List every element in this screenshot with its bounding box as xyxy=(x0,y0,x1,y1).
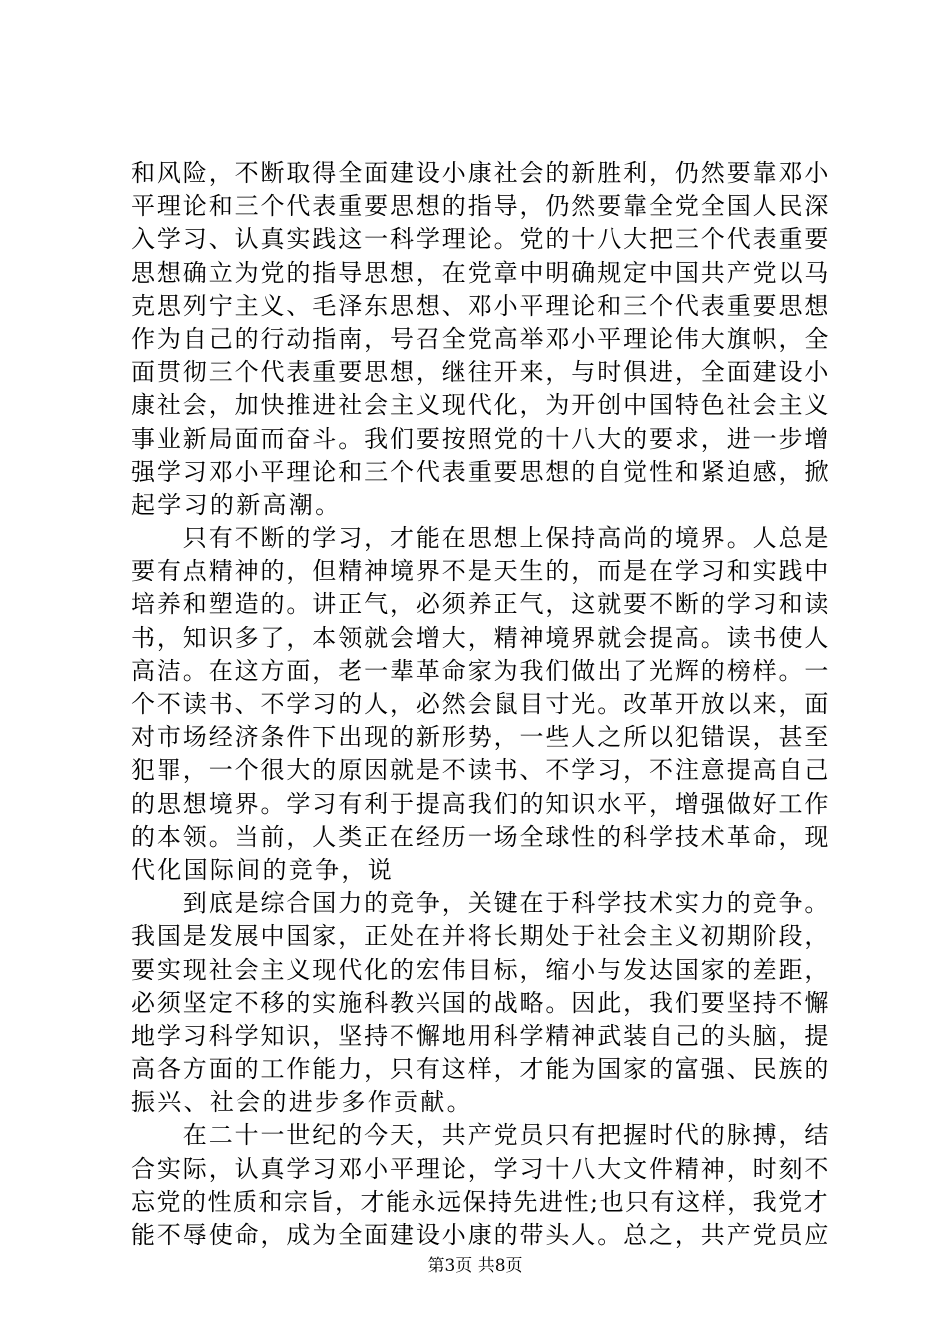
text-line: 高各方面的工作能力，只有这样，才能为国家的富强、民族的 xyxy=(131,1055,831,1084)
text-line: 地学习科学知识，坚持不懈地用科学精神武装自己的头脑，提 xyxy=(131,1021,831,1050)
text-line: 振兴、社会的进步多作贡献。 xyxy=(131,1088,473,1117)
text-line: 能不辱使命，成为全面建设小康的带头人。总之，共产党员应 xyxy=(131,1221,831,1249)
page-footer: 第3页 共8页 xyxy=(427,1256,523,1276)
text-line: 我国是发展中国家，正处在并将长期处于社会主义初期阶段， xyxy=(131,922,831,951)
text-line: 合实际，认真学习邓小平理论，学习十八大文件精神，时刻不 xyxy=(131,1154,831,1183)
text-line: 在二十一世纪的今天，共产党员只有把握时代的脉搏，结 xyxy=(131,1121,831,1150)
text-line: 起学习的新高潮。 xyxy=(131,490,342,519)
text-line: 作为自己的行动指南，号召全党高举邓小平理论伟大旗帜，全 xyxy=(131,324,831,353)
text-line: 到底是综合国力的竞争，关键在于科学技术实力的竞争。 xyxy=(131,889,831,918)
text-line: 入学习、认真实践这一科学理论。党的十八大把三个代表重要 xyxy=(131,225,831,254)
text-line: 康社会，加快推进社会主义现代化，为开创中国特色社会主义 xyxy=(131,391,831,420)
text-line: 面贯彻三个代表重要思想，继往开来，与时俱进，全面建设小 xyxy=(131,358,831,387)
text-line: 克思列宁主义、毛泽东思想、邓小平理论和三个代表重要思想 xyxy=(131,291,831,320)
text-line: 个不读书、不学习的人，必然会鼠目寸光。改革开放以来，面 xyxy=(131,690,831,718)
text-line: 要有点精神的，但精神境界不是天生的，而是在学习和实践中 xyxy=(131,557,831,586)
text-line: 对市场经济条件下出现的新形势，一些人之所以犯错误，甚至 xyxy=(131,723,831,752)
text-line: 只有不断的学习，才能在思想上保持高尚的境界。人总是 xyxy=(131,524,831,553)
text-line: 思想确立为党的指导思想，在党章中明确规定中国共产党以马 xyxy=(131,258,831,287)
text-line: 代化国际间的竞争，说 xyxy=(131,855,394,884)
text-line: 的本领。当前，人类正在经历一场全球性的科学技术革命，现 xyxy=(131,822,831,851)
text-line: 必须坚定不移的实施科教兴国的战略。因此，我们要坚持不懈 xyxy=(131,988,831,1017)
document-body xyxy=(131,157,831,1252)
text-line: 犯罪，一个很大的原因就是不读书、不学习，不注意提高自己 xyxy=(131,756,831,785)
text-line: 忘党的性质和宗旨，才能永远保持先进性;也只有这样，我党才 xyxy=(131,1187,830,1216)
text-line: 强学习邓小平理论和三个代表重要思想的自觉性和紧迫感，掀 xyxy=(131,457,831,486)
text-line: 平理论和三个代表重要思想的指导，仍然要靠全党全国人民深 xyxy=(131,192,831,221)
text-line: 事业新局面而奋斗。我们要按照党的十八大的要求，进一步增 xyxy=(131,424,831,453)
text-line: 高洁。在这方面，老一辈革命家为我们做出了光辉的榜样。一 xyxy=(131,656,831,685)
text-line: 培养和塑造的。讲正气，必须养正气，这就要不断的学习和读 xyxy=(131,590,831,619)
text-line: 的思想境界。学习有利于提高我们的知识水平，增强做好工作 xyxy=(131,789,831,818)
text-line: 要实现社会主义现代化的宏伟目标，缩小与发达国家的差距， xyxy=(131,955,831,984)
text-line: 书，知识多了，本领就会增大，精神境界就会提高。读书使人 xyxy=(131,623,831,652)
text-line: 和风险，不断取得全面建设小康社会的新胜利，仍然要靠邓小 xyxy=(131,159,831,187)
